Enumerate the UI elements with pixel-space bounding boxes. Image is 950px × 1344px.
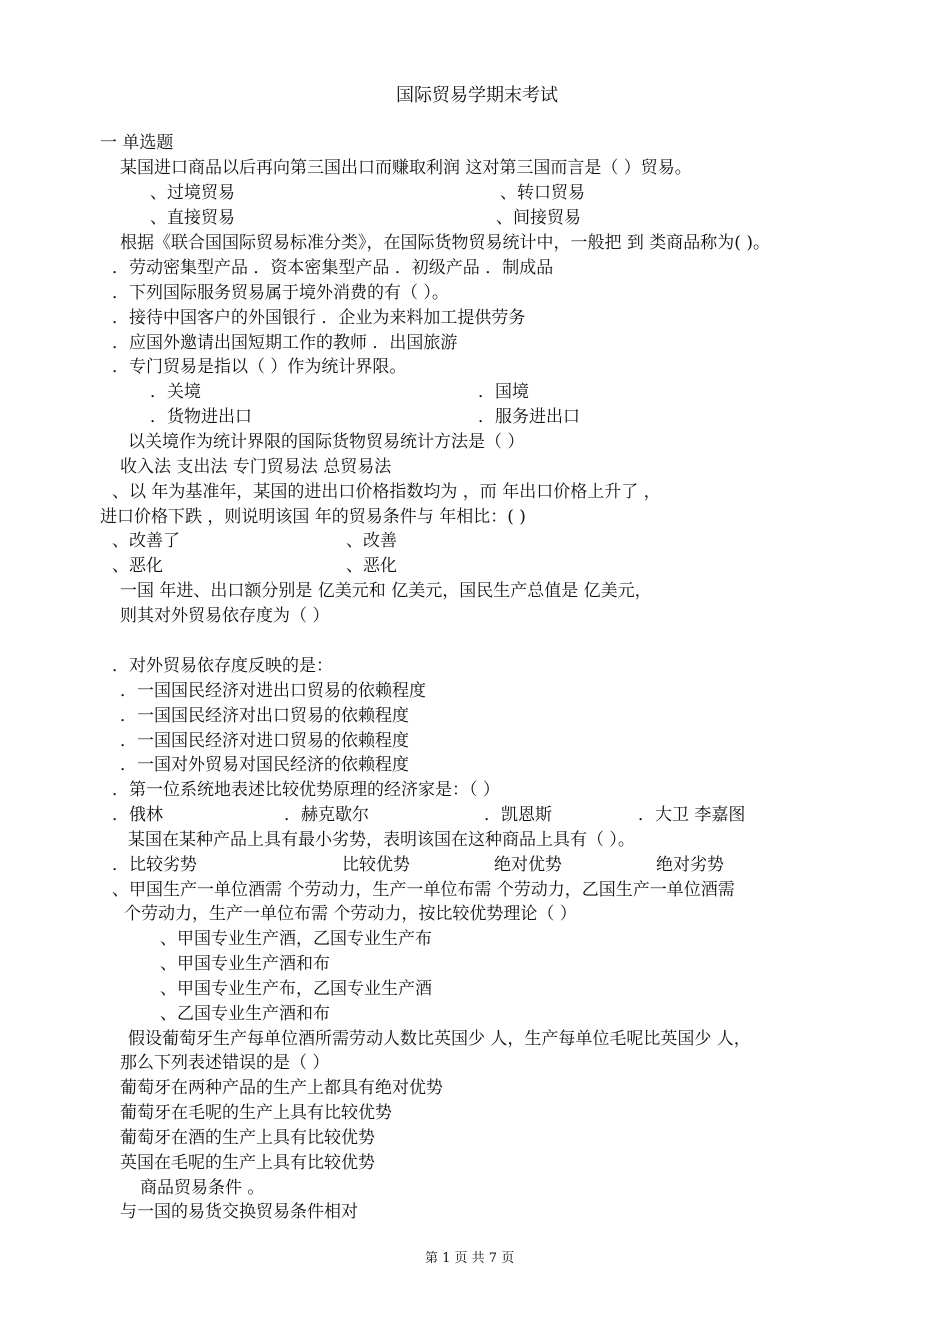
option-d: ．大卫 李嘉图 [638, 805, 746, 825]
option-d: 、乙国专业生产酒和布 [160, 1004, 330, 1024]
option-b: 、甲国专业生产酒和布 [160, 954, 330, 974]
option-a: 、甲国专业生产酒，乙国专业生产布 [160, 929, 432, 949]
text-line: ．对外贸易依存度反映的是： [112, 656, 333, 676]
option-a: ．一国国民经济对进出口贸易的依赖程度 [120, 681, 426, 701]
option-a: 葡萄牙在两种产品的生产上都具有绝对优势 [120, 1078, 443, 1098]
option-d: 绝对劣势 [656, 855, 724, 875]
text-line: ．劳动密集型产品 ．资本密集型产品 ．初级产品 ．制成品 [112, 258, 554, 278]
option-d: 、恶化 [346, 556, 397, 576]
text-line: 根据《联合国国际贸易标准分类》，在国际货物贸易统计中，一般把 到 类商品称为( )。 [120, 233, 770, 253]
option-b: 、转口贸易 [500, 183, 585, 203]
text-line: 则其对外贸易依存度为（ ） [120, 606, 330, 626]
option-b: 、改善 [346, 531, 397, 551]
option-a: 、改善了 [112, 531, 180, 551]
option-b: ．国境 [478, 382, 529, 402]
text-line: 某国进口商品以后再向第三国出口而赚取利润 这对第三国而言是（ ）贸易。 [120, 158, 692, 178]
option-d: 英国在毛呢的生产上具有比较优势 [120, 1153, 375, 1173]
text-line: 个劳动力，生产一单位布需 个劳动力，按比较优势理论（ ） [124, 904, 577, 924]
option-b: ．赫克歇尔 [284, 805, 369, 825]
text-line: ．接待中国客户的外国银行 ．企业为来料加工提供劳务 [112, 308, 526, 328]
option-b: 比较优势 [342, 855, 410, 875]
option-d: 、间接贸易 [496, 208, 581, 228]
text-line: 与一国的易货交换贸易条件相对 [120, 1202, 358, 1222]
option-b: 葡萄牙在毛呢的生产上具有比较优势 [120, 1103, 392, 1123]
text-line: 、以 年为基准年，某国的进出口价格指数均为 ，而 年出口价格上升了 ， [112, 482, 661, 502]
text-line: 、甲国生产一单位酒需 个劳动力，生产一单位布需 个劳动力，乙国生产一单位酒需 [112, 880, 735, 900]
option-d: ．服务进出口 [478, 407, 580, 427]
option-b: ．一国国民经济对出口贸易的依赖程度 [120, 706, 409, 726]
text-line: 商品贸易条件 。 [140, 1178, 265, 1198]
option-c: 、甲国专业生产布，乙国专业生产酒 [160, 979, 432, 999]
option-a: ．俄林 [112, 805, 163, 825]
text-line: 以关境作为统计界限的国际货物贸易统计方法是（ ） [128, 432, 525, 452]
option-c: 绝对优势 [494, 855, 562, 875]
option-d: ．一国对外贸易对国民经济的依赖程度 [120, 755, 409, 775]
text-line: 那么下列表述错误的是（ ） [120, 1053, 330, 1073]
text-line: ．应国外邀请出国短期工作的教师 ．出国旅游 [112, 333, 458, 353]
option-c: ．一国国民经济对进口贸易的依赖程度 [120, 731, 409, 751]
text-line: 一国 年进、出口额分别是 亿美元和 亿美元，国民生产总值是 亿美元， [120, 581, 652, 601]
text-line: 进口价格下跌 ，则说明该国 年的贸易条件与 年相比：( ) [100, 507, 526, 527]
option-c: 、直接贸易 [150, 208, 235, 228]
option-c: 、恶化 [112, 556, 163, 576]
page-title: 国际贸易学期末考试 [396, 85, 558, 106]
text-line: ．第一位系统地表述比较优势原理的经济家是：（ ） [112, 780, 500, 800]
option-a: ．比较劣势 [112, 855, 197, 875]
text-line: ．下列国际服务贸易属于境外消费的有（ ）。 [112, 283, 449, 303]
option-a: ．关境 [150, 382, 201, 402]
section-heading: 一 单选题 [100, 133, 174, 153]
page-footer: 第 1 页 共 7 页 [425, 1251, 515, 1266]
text-line: 假设葡萄牙生产每单位酒所需劳动人数比英国少 人，生产每单位毛呢比英国少 人， [128, 1029, 751, 1049]
option-c: 葡萄牙在酒的生产上具有比较优势 [120, 1128, 375, 1148]
option-a: 、过境贸易 [150, 183, 235, 203]
text-line: 收入法 支出法 专门贸易法 总贸易法 [120, 457, 392, 477]
option-c: ．凯恩斯 [484, 805, 552, 825]
text-line: ．专门贸易是指以（ ）作为统计界限。 [112, 357, 407, 377]
option-c: ．货物进出口 [150, 407, 252, 427]
text-line: 某国在某种产品上具有最小劣势，表明该国在这种商品上具有（ ）。 [128, 830, 635, 850]
